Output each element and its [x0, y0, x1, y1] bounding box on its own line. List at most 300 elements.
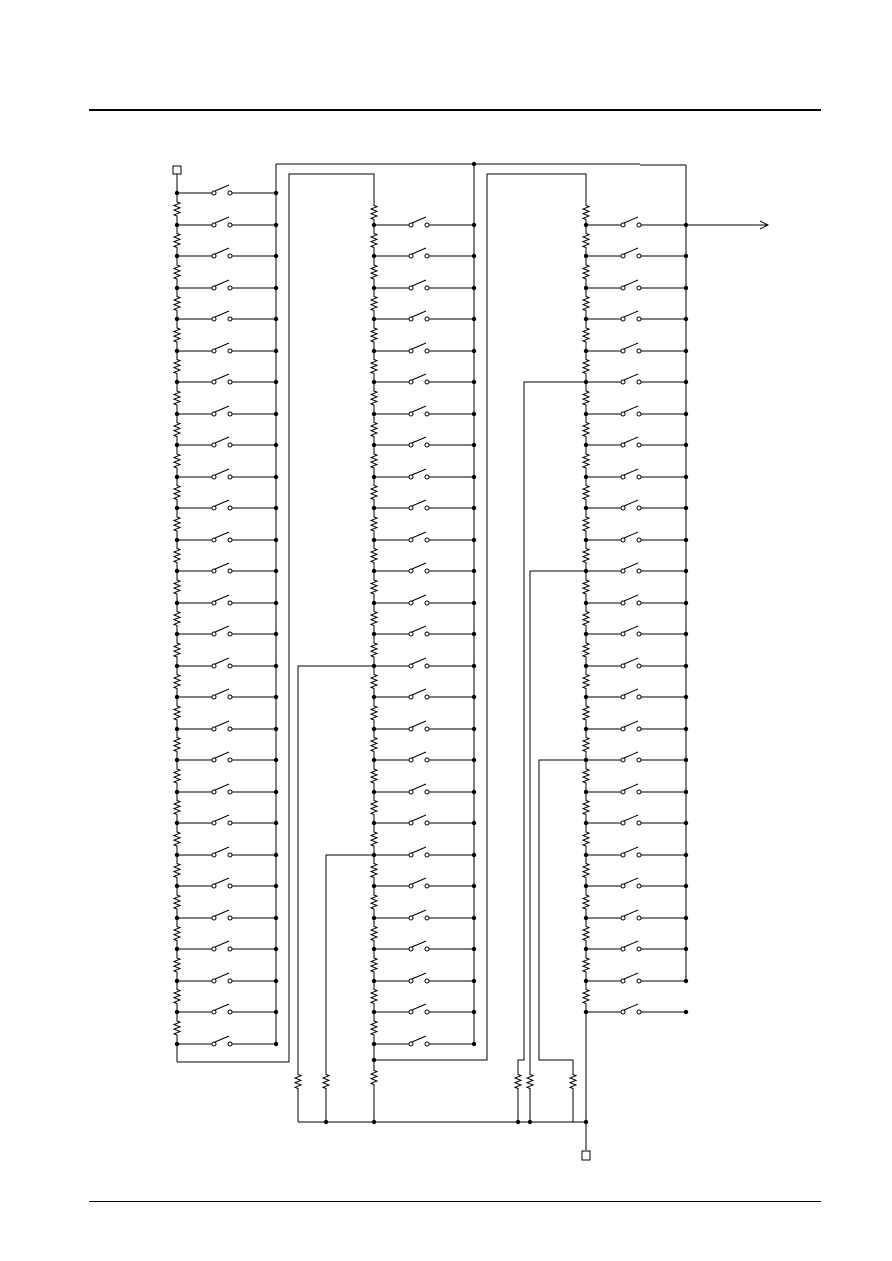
junction-dot — [584, 664, 588, 668]
junction-dot — [584, 412, 588, 416]
junction-dot — [472, 727, 476, 731]
junction-dot — [274, 254, 278, 258]
junction-dot — [175, 758, 179, 762]
junction-dot — [274, 443, 278, 447]
middle-switch — [374, 437, 474, 447]
left-switch — [177, 847, 276, 857]
junction-dot — [274, 475, 278, 479]
junction-dot — [372, 380, 376, 384]
left-switch — [177, 878, 276, 888]
left-switch — [177, 311, 276, 321]
junction-dot — [584, 601, 588, 605]
junction-dot — [372, 286, 376, 290]
left-switch — [177, 973, 276, 983]
junction-dot — [274, 695, 278, 699]
wire — [530, 571, 586, 1068]
input-terminal — [173, 166, 181, 174]
junction-dots — [175, 162, 688, 1124]
junction-dot — [274, 727, 278, 731]
resistor — [371, 823, 377, 855]
junction-dot — [372, 695, 376, 699]
junction-dot — [584, 695, 588, 699]
right-switch — [586, 1004, 686, 1014]
junction-dot — [472, 1010, 476, 1014]
middle-switch — [374, 752, 474, 762]
junction-dot — [584, 979, 588, 983]
junction-dot — [274, 632, 278, 636]
junction-dot — [274, 569, 278, 573]
resistor — [174, 256, 180, 288]
junction-dot — [175, 695, 179, 699]
right-switch — [586, 500, 686, 510]
junction-dot — [684, 664, 688, 668]
resistor — [583, 256, 589, 288]
junction-dot — [372, 916, 376, 920]
resistor — [174, 823, 180, 855]
middle-switch — [374, 973, 474, 983]
resistors — [174, 193, 589, 1095]
junction-dot — [372, 1120, 376, 1124]
junction-dot — [472, 884, 476, 888]
left-switch — [177, 469, 276, 479]
right-switch — [586, 595, 686, 605]
resistor — [570, 1068, 576, 1095]
middle-switch — [374, 1004, 474, 1014]
junction-dot — [684, 601, 688, 605]
junction-dot — [684, 475, 688, 479]
middle-switch — [374, 280, 474, 290]
junction-dot — [584, 569, 588, 573]
resistor — [583, 445, 589, 477]
right-switch — [586, 878, 686, 888]
resistor — [371, 200, 377, 225]
junction-dot — [175, 821, 179, 825]
junction-dot — [175, 538, 179, 542]
middle-switch — [374, 1036, 474, 1046]
resistor — [371, 256, 377, 288]
junction-dot — [274, 601, 278, 605]
left-switch — [177, 721, 276, 731]
resistor — [174, 697, 180, 729]
junction-dot — [372, 412, 376, 416]
junction-dot — [684, 727, 688, 731]
right-switch — [586, 941, 686, 951]
junction-dot — [175, 632, 179, 636]
junction-dot — [175, 727, 179, 731]
junction-dot — [175, 1042, 179, 1046]
junction-dot — [372, 506, 376, 510]
junction-dot — [274, 506, 278, 510]
junction-dot — [584, 790, 588, 794]
left-switch — [177, 595, 276, 605]
junction-dot — [372, 979, 376, 983]
junction-dot — [274, 538, 278, 542]
junction-dot — [274, 821, 278, 825]
junction-dot — [584, 1120, 588, 1124]
junction-dot — [528, 1120, 532, 1124]
junction-dot — [274, 191, 278, 195]
right-switch — [586, 469, 686, 479]
junction-dot — [274, 1010, 278, 1014]
junction-dot — [684, 790, 688, 794]
left-switch — [177, 910, 276, 920]
junction-dot — [472, 538, 476, 542]
wires — [177, 164, 768, 1150]
junction-dot — [372, 601, 376, 605]
junction-dot — [274, 916, 278, 920]
right-switch — [586, 658, 686, 668]
junction-dot — [372, 443, 376, 447]
wire — [539, 760, 586, 1068]
junction-dot — [472, 916, 476, 920]
resistor — [174, 540, 180, 571]
left-switch — [177, 248, 276, 258]
middle-switch — [374, 469, 474, 479]
resistor — [174, 225, 180, 256]
resistor — [174, 981, 180, 1012]
middle-switch — [374, 658, 474, 668]
junction-dot — [372, 349, 376, 353]
junction-dot — [175, 317, 179, 321]
junction-dot — [584, 632, 588, 636]
resistor — [583, 508, 589, 540]
resistor — [174, 760, 180, 792]
resistor — [174, 414, 180, 445]
middle-switch — [374, 406, 474, 416]
middle-switch — [374, 595, 474, 605]
junction-dot — [274, 223, 278, 227]
junction-dot — [684, 884, 688, 888]
resistor — [583, 414, 589, 445]
resistor — [174, 666, 180, 697]
ground-terminal — [582, 1151, 590, 1160]
junction-dot — [584, 758, 588, 762]
resistor — [371, 918, 377, 949]
junction-dot — [372, 223, 376, 227]
junction-dot — [372, 884, 376, 888]
junction-dot — [584, 475, 588, 479]
junction-dot — [372, 790, 376, 794]
right-switch — [586, 815, 686, 825]
junction-dot — [584, 821, 588, 825]
resistor — [583, 540, 589, 571]
resistor — [174, 603, 180, 634]
resistor — [371, 855, 377, 886]
right-switch — [586, 752, 686, 762]
middle-switch — [374, 217, 474, 227]
resistor — [174, 508, 180, 540]
resistor — [371, 981, 377, 1012]
junction-dot — [584, 916, 588, 920]
junction-dot — [372, 821, 376, 825]
junction-dot — [584, 506, 588, 510]
junction-dot — [274, 947, 278, 951]
junction-dot — [584, 223, 588, 227]
junction-dot — [372, 664, 376, 668]
junction-dot — [684, 223, 688, 227]
resistor — [174, 445, 180, 477]
junction-dot — [584, 317, 588, 321]
junction-dot — [175, 601, 179, 605]
wire — [374, 174, 586, 1060]
right-switch — [586, 626, 686, 636]
resistor — [583, 382, 589, 414]
junction-dot — [372, 758, 376, 762]
junction-dot — [684, 821, 688, 825]
junction-dot — [175, 979, 179, 983]
resistor — [371, 729, 377, 760]
resistor — [371, 760, 377, 792]
wire — [326, 855, 374, 1068]
junction-dot — [584, 947, 588, 951]
junction-dot — [472, 632, 476, 636]
junction-dot — [372, 853, 376, 857]
left-switch — [177, 280, 276, 290]
resistor — [583, 697, 589, 729]
resistor — [371, 949, 377, 981]
middle-switch — [374, 847, 474, 857]
resistor — [371, 886, 377, 918]
junction-dot — [684, 979, 688, 983]
resistor — [174, 949, 180, 981]
resistor — [371, 477, 377, 508]
junction-dot — [684, 916, 688, 920]
junction-dot — [472, 506, 476, 510]
junction-dot — [274, 412, 278, 416]
junction-dot — [175, 1010, 179, 1014]
junction-dot — [274, 380, 278, 384]
junction-dot — [684, 569, 688, 573]
left-switch — [177, 406, 276, 416]
resistor — [583, 225, 589, 256]
junction-dot — [684, 695, 688, 699]
resistor — [583, 886, 589, 918]
resistor — [583, 351, 589, 382]
resistor — [174, 792, 180, 823]
resistor — [371, 508, 377, 540]
junction-dot — [372, 727, 376, 731]
left-switch — [177, 185, 276, 195]
junction-dot — [274, 884, 278, 888]
junction-dot — [472, 443, 476, 447]
junction-dot — [175, 443, 179, 447]
middle-switch — [374, 532, 474, 542]
middle-switch — [374, 878, 474, 888]
junction-dot — [584, 349, 588, 353]
junction-dot — [274, 758, 278, 762]
middle-switch — [374, 910, 474, 920]
right-switch — [586, 721, 686, 731]
middle-switch — [374, 815, 474, 825]
resistor — [583, 603, 589, 634]
junction-dot — [584, 254, 588, 258]
resistor — [174, 319, 180, 351]
resistor — [583, 477, 589, 508]
junction-dot — [175, 569, 179, 573]
resistor — [583, 319, 589, 351]
junction-dot — [472, 853, 476, 857]
left-switch — [177, 217, 276, 227]
junction-dot — [472, 601, 476, 605]
right-switch — [586, 217, 686, 227]
junction-dot — [175, 884, 179, 888]
junction-dot — [684, 412, 688, 416]
junction-dot — [175, 223, 179, 227]
junction-dot — [684, 286, 688, 290]
junction-dot — [472, 758, 476, 762]
terminals — [173, 166, 590, 1160]
resistor — [174, 571, 180, 603]
junction-dot — [274, 1042, 278, 1046]
junction-dot — [274, 317, 278, 321]
junction-dot — [684, 853, 688, 857]
junction-dot — [684, 317, 688, 321]
junction-dot — [684, 443, 688, 447]
left-switch — [177, 1004, 276, 1014]
junction-dot — [175, 947, 179, 951]
junction-dot — [372, 538, 376, 542]
right-switch — [586, 406, 686, 416]
resistor — [174, 288, 180, 319]
resistor — [527, 1068, 533, 1095]
junction-dot — [684, 1010, 688, 1014]
junction-dot — [584, 538, 588, 542]
right-switch — [586, 847, 686, 857]
junction-dot — [584, 1010, 588, 1014]
resistor — [371, 319, 377, 351]
resistor — [583, 666, 589, 697]
resistor — [323, 1068, 329, 1095]
resistor — [371, 382, 377, 414]
middle-switch — [374, 689, 474, 699]
resistor — [583, 949, 589, 981]
resistor — [174, 382, 180, 414]
wire — [518, 382, 586, 1068]
junction-dot — [684, 254, 688, 258]
junction-dot — [472, 317, 476, 321]
junction-dot — [274, 979, 278, 983]
resistor — [371, 445, 377, 477]
middle-switch — [374, 343, 474, 353]
left-switch — [177, 784, 276, 794]
junction-dot — [472, 254, 476, 258]
junction-dot — [274, 790, 278, 794]
resistor — [371, 571, 377, 603]
junction-dot — [472, 223, 476, 227]
resistor — [583, 792, 589, 823]
left-switch — [177, 941, 276, 951]
junction-dot — [372, 317, 376, 321]
junction-dot — [684, 632, 688, 636]
resistor — [371, 1012, 377, 1044]
junction-dot — [274, 853, 278, 857]
resistor — [371, 540, 377, 571]
junction-dot — [175, 790, 179, 794]
junction-dot — [175, 349, 179, 353]
resistor — [371, 225, 377, 256]
right-switch — [586, 689, 686, 699]
junction-dot — [372, 569, 376, 573]
junction-dot — [372, 1042, 376, 1046]
switches — [177, 185, 686, 1046]
junction-dot — [175, 412, 179, 416]
junction-dot — [516, 1120, 520, 1124]
right-switch — [586, 374, 686, 384]
junction-dot — [684, 506, 688, 510]
resistor — [174, 855, 180, 886]
junction-dot — [584, 727, 588, 731]
junction-dot — [584, 286, 588, 290]
junction-dot — [372, 254, 376, 258]
junction-dot — [472, 569, 476, 573]
left-switch — [177, 815, 276, 825]
resistor — [583, 571, 589, 603]
junction-dot — [684, 538, 688, 542]
left-switch — [177, 374, 276, 384]
right-switch — [586, 248, 686, 258]
resistor — [583, 288, 589, 319]
resistor — [371, 351, 377, 382]
middle-switch — [374, 941, 474, 951]
resistor — [295, 1068, 301, 1095]
junction-dot — [175, 916, 179, 920]
junction-dot — [684, 380, 688, 384]
middle-switch — [374, 500, 474, 510]
junction-dot — [372, 632, 376, 636]
left-switch — [177, 658, 276, 668]
junction-dot — [472, 695, 476, 699]
resistor — [583, 760, 589, 792]
right-switch — [586, 563, 686, 573]
junction-dot — [684, 947, 688, 951]
junction-dot — [584, 853, 588, 857]
junction-dot — [175, 254, 179, 258]
junction-dot — [472, 349, 476, 353]
middle-switch — [374, 563, 474, 573]
right-switch — [586, 973, 686, 983]
resistor — [174, 193, 180, 225]
middle-switch — [374, 311, 474, 321]
junction-dot — [175, 664, 179, 668]
resistor — [583, 981, 589, 1012]
junction-dot — [472, 475, 476, 479]
resistor — [515, 1068, 521, 1095]
junction-dot — [584, 380, 588, 384]
junction-dot — [472, 790, 476, 794]
junction-dot — [472, 821, 476, 825]
middle-switch — [374, 374, 474, 384]
left-switch — [177, 626, 276, 636]
left-switch — [177, 752, 276, 762]
middle-switch — [374, 721, 474, 731]
middle-switch — [374, 248, 474, 258]
resistor — [583, 200, 589, 225]
junction-dot — [274, 349, 278, 353]
junction-dot — [684, 758, 688, 762]
junction-dot — [372, 1010, 376, 1014]
resistor — [174, 351, 180, 382]
resistor — [174, 477, 180, 508]
junction-dot — [684, 349, 688, 353]
resistor — [583, 823, 589, 855]
resistor — [371, 603, 377, 634]
left-switch — [177, 500, 276, 510]
resistor — [583, 634, 589, 666]
right-switch — [586, 910, 686, 920]
junction-dot — [175, 191, 179, 195]
resistor — [371, 666, 377, 697]
junction-dot — [472, 947, 476, 951]
